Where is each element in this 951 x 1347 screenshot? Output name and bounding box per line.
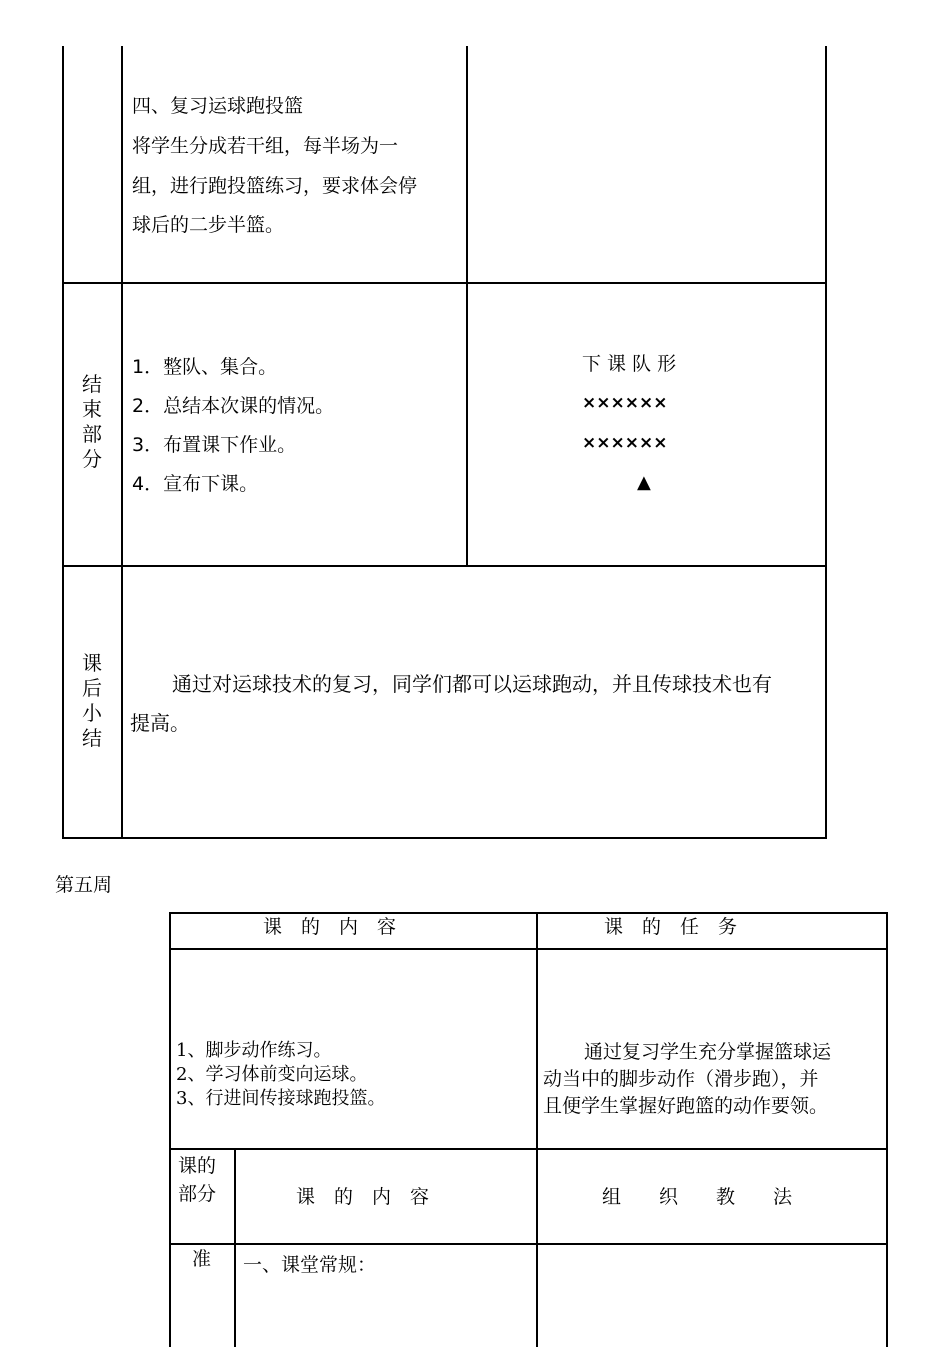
formation-row-1: ×××××× [582, 393, 668, 413]
table2-header-content: 课 的 内 容 [263, 916, 397, 938]
ending-section-label: 结 束 部 分 [82, 372, 102, 471]
classroom-routine: 一、课堂常规： [243, 1254, 377, 1276]
table1-bottom-border [62, 837, 827, 839]
ending-item-1: 1．整队、集合。 [132, 356, 278, 378]
content-header: 课 的 内 容 [296, 1186, 430, 1208]
table2-row-divider-1 [169, 1148, 888, 1150]
task-line-3: 且便学生掌握好跑篮的动作要领。 [543, 1095, 829, 1117]
table2-left-border [169, 912, 171, 1347]
week-label: 第五周 [55, 874, 113, 896]
formation-row-2: ×××××× [582, 433, 668, 453]
table2-row-divider-2 [169, 1243, 888, 1245]
part-header-line-2: 部分 [178, 1183, 217, 1205]
table1-row-divider-1 [62, 282, 827, 284]
formation-title: 下 课 队 形 [582, 353, 677, 375]
table2-column-divider [536, 912, 538, 1347]
review-section-title: 四、复习运球跑投篮 [132, 95, 304, 117]
content-item-1: 1、脚步动作练习。 [176, 1040, 332, 1061]
task-line-1: 通过复习学生充分掌握篮球运 [584, 1041, 832, 1063]
review-section-line-2: 组，进行跑投篮练习，要求体会停 [132, 175, 418, 197]
task-line-2: 动当中的脚步动作（滑步跑），并 [543, 1068, 819, 1090]
summary-line-2: 提高。 [130, 711, 190, 735]
table2-top-border [169, 912, 888, 914]
review-section-line-3: 球后的二步半篮。 [132, 214, 285, 236]
table1-left-border [62, 46, 64, 839]
table2-header-task: 课 的 任 务 [604, 916, 738, 938]
summary-line-1: 通过对运球技术的复习，同学们都可以运球跑动，并且传球技术也有 [172, 672, 772, 696]
review-section-line-1: 将学生分成若干组，每半场为一 [132, 135, 399, 157]
table2-right-border [886, 912, 888, 1347]
table1-column-divider [466, 46, 468, 566]
part-header-line-1: 课的 [178, 1155, 217, 1177]
table1-right-border [825, 46, 827, 839]
content-item-2: 2、学习体前变向运球。 [176, 1064, 368, 1085]
summary-section-label: 课 后 小 结 [82, 651, 102, 750]
prep-section-char: 准 [192, 1248, 212, 1270]
ending-item-2: 2．总结本次课的情况。 [132, 395, 335, 417]
ending-item-3: 3．布置课下作业。 [132, 434, 297, 456]
table2-part-divider [234, 1148, 236, 1347]
method-header: 组 织 教 法 [602, 1186, 793, 1208]
table1-label-divider [121, 46, 123, 839]
ending-item-4: 4．宣布下课。 [132, 473, 259, 495]
table1-row-divider-2 [62, 565, 827, 567]
table2-header-divider [169, 948, 888, 950]
content-item-3: 3、行进间传接球跑投篮。 [176, 1088, 386, 1109]
teacher-marker-icon: ▲ [637, 472, 651, 493]
